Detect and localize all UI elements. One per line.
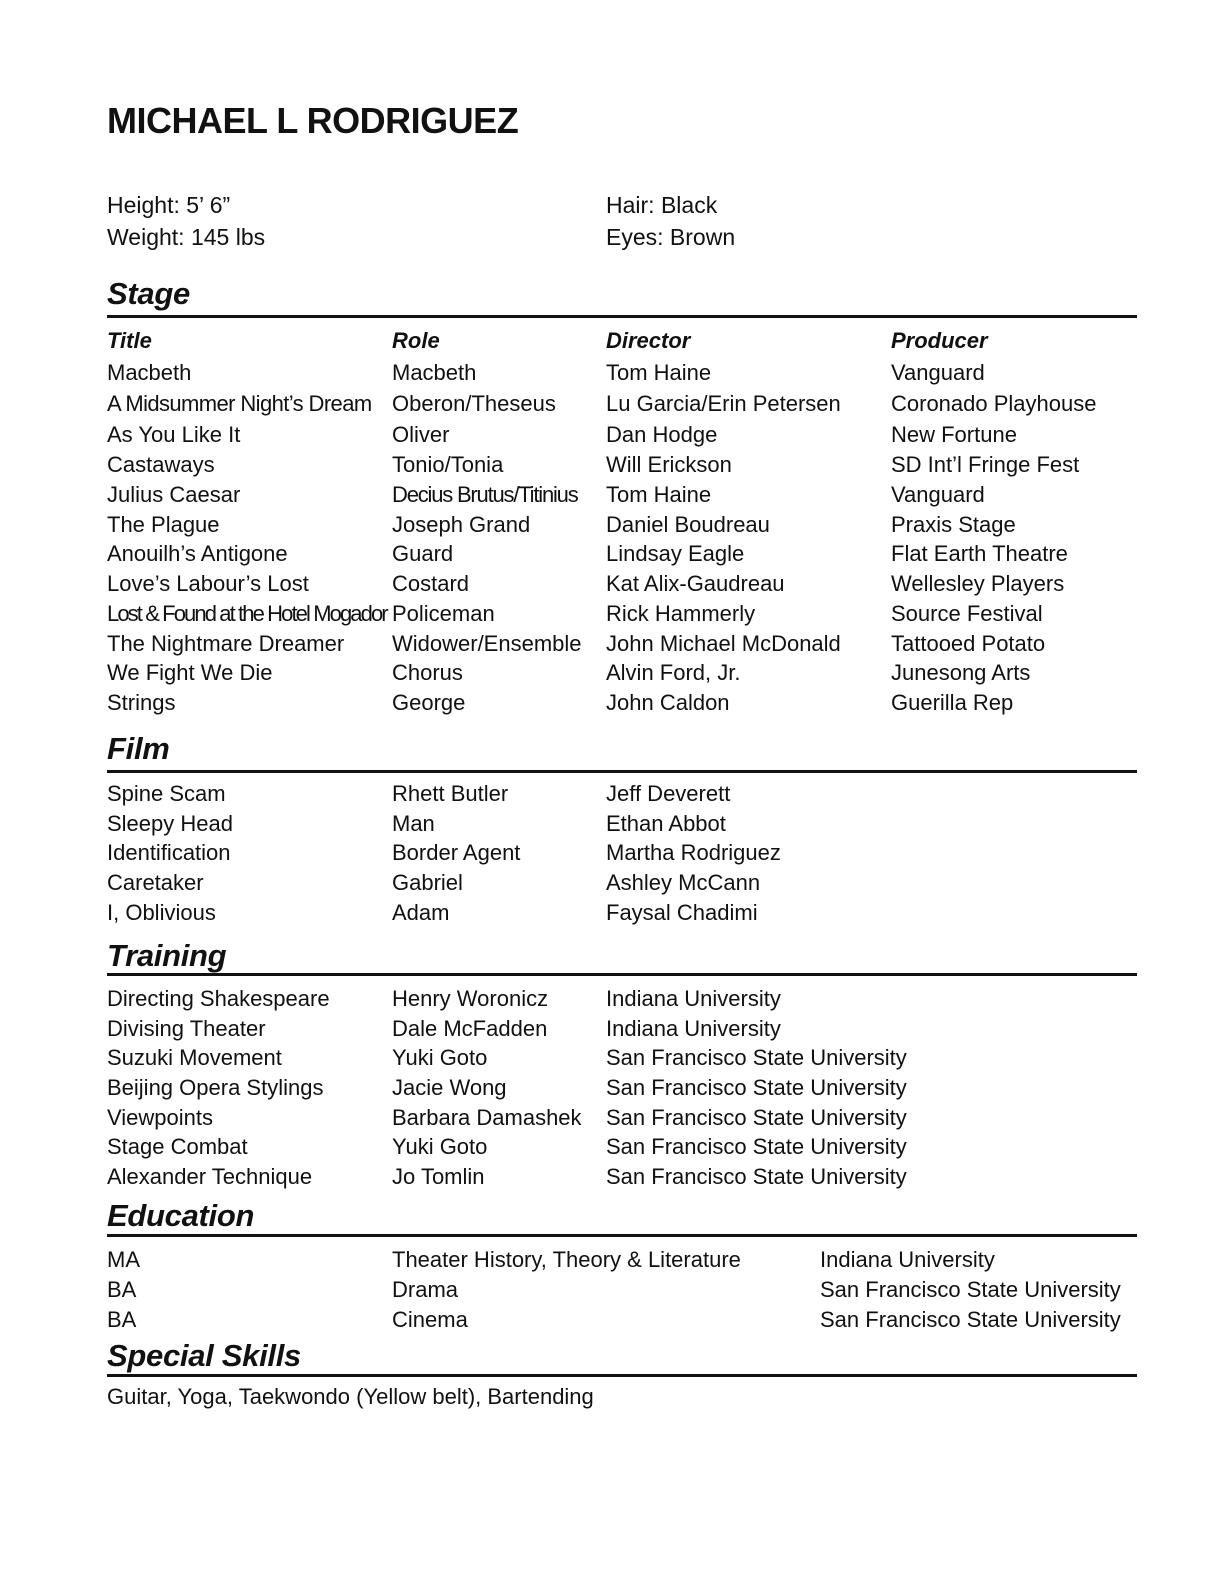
stage-title-cell: Castaways xyxy=(107,452,215,477)
stage-title-cell: Lost & Found at the Hotel Mogador xyxy=(107,601,387,626)
training-row xyxy=(0,1014,1224,1044)
stage-role-cell: Chorus xyxy=(392,660,463,685)
training-instructor-cell: Yuki Goto xyxy=(392,1045,488,1070)
training-instructor-cell: Dale McFadden xyxy=(392,1016,548,1041)
film-director-cell: Ethan Abbot xyxy=(606,811,726,836)
stage-row xyxy=(0,629,1224,659)
education-field-cell: Drama xyxy=(392,1277,459,1302)
training-school-cell: San Francisco State University xyxy=(606,1105,907,1130)
stage-role-cell: Costard xyxy=(392,571,470,596)
film-row xyxy=(0,809,1224,839)
stage-director-cell: Dan Hodge xyxy=(606,422,718,447)
stage-producer-cell: SD Int’l Fringe Fest xyxy=(891,452,1080,477)
eyes-stat: Eyes: Brown xyxy=(606,224,736,250)
skills-section-title: Special Skills xyxy=(107,1338,301,1373)
film-row xyxy=(0,779,1224,809)
education-section-title: Education xyxy=(107,1198,255,1233)
resume-name: MICHAEL L RODRIGUEZ xyxy=(107,100,519,141)
stage-role-cell: Macbeth xyxy=(392,360,477,385)
stage-header-title: Title xyxy=(107,328,152,353)
education-school-cell: San Francisco State University xyxy=(820,1307,1121,1332)
stage-divider xyxy=(107,315,1137,318)
stage-director-cell: Alvin Ford, Jr. xyxy=(606,660,741,685)
stage-role-cell: Policeman xyxy=(392,601,495,626)
stage-title-cell: The Nightmare Dreamer xyxy=(107,631,345,656)
stage-row xyxy=(0,480,1224,510)
training-instructor-cell: Henry Woronicz xyxy=(392,986,549,1011)
training-course-cell: Directing Shakespeare xyxy=(107,986,330,1011)
film-title-cell: Spine Scam xyxy=(107,781,226,806)
stage-producer-cell: Vanguard xyxy=(891,482,985,507)
stage-title-cell: As You Like It xyxy=(107,422,241,447)
film-role-cell: Gabriel xyxy=(392,870,463,895)
education-degree-cell: BA xyxy=(107,1277,137,1302)
stage-header-role: Role xyxy=(392,328,440,353)
stage-title-cell: Julius Caesar xyxy=(107,482,241,507)
stage-director-cell: John Michael McDonald xyxy=(606,631,841,656)
training-school-cell: San Francisco State University xyxy=(606,1075,907,1100)
training-school-cell: San Francisco State University xyxy=(606,1164,907,1189)
film-row xyxy=(0,898,1224,928)
training-course-cell: Beijing Opera Stylings xyxy=(107,1075,324,1100)
stage-row xyxy=(0,599,1224,629)
hair-stat: Hair: Black xyxy=(606,192,718,218)
stage-row xyxy=(0,688,1224,718)
film-director-cell: Faysal Chadimi xyxy=(606,900,758,925)
stage-director-cell: John Caldon xyxy=(606,690,730,715)
stage-director-cell: Will Erickson xyxy=(606,452,732,477)
film-row xyxy=(0,868,1224,898)
education-field-cell: Theater History, Theory & Literature xyxy=(392,1247,741,1272)
stage-header-director: Director xyxy=(606,328,691,353)
training-course-cell: Suzuki Movement xyxy=(107,1045,282,1070)
training-school-cell: San Francisco State University xyxy=(606,1134,907,1159)
stage-producer-cell: Praxis Stage xyxy=(891,512,1016,537)
training-section-title: Training xyxy=(107,938,227,973)
stage-title-cell: Love’s Labour’s Lost xyxy=(107,571,309,596)
skills-text: Guitar, Yoga, Taekwondo (Yellow belt), Bartending xyxy=(107,1384,594,1409)
training-course-cell: Divising Theater xyxy=(107,1016,266,1041)
stage-director-cell: Tom Haine xyxy=(606,482,712,507)
stage-role-cell: Joseph Grand xyxy=(392,512,531,537)
training-school-cell: Indiana University xyxy=(606,986,781,1011)
stage-title-cell: Macbeth xyxy=(107,360,192,385)
training-row xyxy=(0,1043,1224,1073)
stage-role-cell: Oliver xyxy=(392,422,450,447)
stage-row xyxy=(0,450,1224,480)
stage-row xyxy=(0,569,1224,599)
stage-director-cell: Daniel Boudreau xyxy=(606,512,770,537)
stage-row xyxy=(0,358,1224,388)
training-instructor-cell: Barbara Damashek xyxy=(392,1105,582,1130)
education-row xyxy=(0,1275,1224,1305)
stage-header-row xyxy=(0,326,1224,356)
training-course-cell: Alexander Technique xyxy=(107,1164,313,1189)
stage-director-cell: Lu Garcia/Erin Petersen xyxy=(606,391,841,416)
stage-role-cell: George xyxy=(392,690,466,715)
film-title-cell: Identification xyxy=(107,840,231,865)
film-divider xyxy=(107,770,1137,773)
stage-row xyxy=(0,658,1224,688)
education-row xyxy=(0,1245,1224,1275)
film-role-cell: Man xyxy=(392,811,435,836)
training-school-cell: San Francisco State University xyxy=(606,1045,907,1070)
training-row xyxy=(0,1073,1224,1103)
stage-title-cell: Strings xyxy=(107,690,176,715)
weight-stat: Weight: 145 lbs xyxy=(107,224,266,250)
stage-role-cell: Guard xyxy=(392,541,454,566)
film-row xyxy=(0,838,1224,868)
stage-role-cell: Oberon/Theseus xyxy=(392,391,556,416)
training-row xyxy=(0,1132,1224,1162)
stage-title-cell: Anouilh’s Antigone xyxy=(107,541,288,566)
training-instructor-cell: Jo Tomlin xyxy=(392,1164,485,1189)
stage-producer-cell: New Fortune xyxy=(891,422,1017,447)
stage-producer-cell: Coronado Playhouse xyxy=(891,391,1097,416)
training-instructor-cell: Yuki Goto xyxy=(392,1134,488,1159)
education-school-cell: Indiana University xyxy=(820,1247,995,1272)
education-degree-cell: BA xyxy=(107,1307,137,1332)
stage-row xyxy=(0,420,1224,450)
film-director-cell: Jeff Deverett xyxy=(606,781,731,806)
stage-director-cell: Tom Haine xyxy=(606,360,712,385)
film-director-cell: Ashley McCann xyxy=(606,870,761,895)
training-school-cell: Indiana University xyxy=(606,1016,781,1041)
film-title-cell: Caretaker xyxy=(107,870,204,895)
stage-row xyxy=(0,510,1224,540)
stage-director-cell: Rick Hammerly xyxy=(606,601,756,626)
education-divider xyxy=(107,1234,1137,1237)
stage-role-cell: Tonio/Tonia xyxy=(392,452,504,477)
training-row xyxy=(0,984,1224,1014)
film-role-cell: Adam xyxy=(392,900,450,925)
film-title-cell: Sleepy Head xyxy=(107,811,233,836)
film-role-cell: Rhett Butler xyxy=(392,781,509,806)
training-instructor-cell: Jacie Wong xyxy=(392,1075,507,1100)
education-school-cell: San Francisco State University xyxy=(820,1277,1121,1302)
film-title-cell: I, Oblivious xyxy=(107,900,216,925)
stage-header-producer: Producer xyxy=(891,328,988,353)
training-divider xyxy=(107,973,1137,976)
film-director-cell: Martha Rodriguez xyxy=(606,840,781,865)
stage-director-cell: Kat Alix-Gaudreau xyxy=(606,571,785,596)
stage-row xyxy=(0,389,1224,419)
training-row xyxy=(0,1103,1224,1133)
skills-divider xyxy=(107,1374,1137,1377)
stage-section-title: Stage xyxy=(107,276,190,311)
education-field-cell: Cinema xyxy=(392,1307,468,1332)
stage-role-cell: Decius Brutus/Titinius xyxy=(392,482,578,507)
stage-producer-cell: Flat Earth Theatre xyxy=(891,541,1068,566)
stage-title-cell: We Fight We Die xyxy=(107,660,273,685)
stage-producer-cell: Wellesley Players xyxy=(891,571,1065,596)
film-section-title: Film xyxy=(107,731,170,766)
height-stat: Height: 5’ 6” xyxy=(107,192,231,218)
stage-row xyxy=(0,539,1224,569)
stage-title-cell: A Midsummer Night’s Dream xyxy=(107,391,372,416)
stage-producer-cell: Source Festival xyxy=(891,601,1043,626)
stage-title-cell: The Plague xyxy=(107,512,220,537)
training-course-cell: Viewpoints xyxy=(107,1105,213,1130)
stage-producer-cell: Guerilla Rep xyxy=(891,690,1014,715)
education-row xyxy=(0,1305,1224,1335)
stage-role-cell: Widower/Ensemble xyxy=(392,631,582,656)
stage-producer-cell: Junesong Arts xyxy=(891,660,1031,685)
stage-producer-cell: Tattooed Potato xyxy=(891,631,1046,656)
film-role-cell: Border Agent xyxy=(392,840,521,865)
stage-producer-cell: Vanguard xyxy=(891,360,985,385)
stage-director-cell: Lindsay Eagle xyxy=(606,541,745,566)
training-course-cell: Stage Combat xyxy=(107,1134,248,1159)
education-degree-cell: MA xyxy=(107,1247,140,1272)
training-row xyxy=(0,1162,1224,1192)
